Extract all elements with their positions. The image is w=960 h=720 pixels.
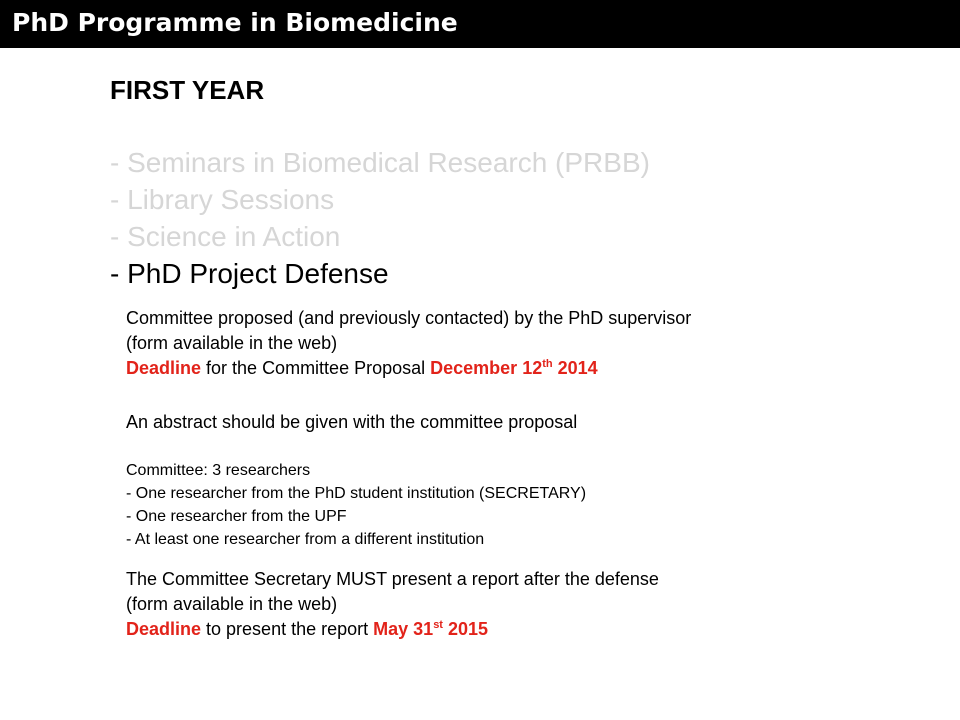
activity-list [110,144,930,292]
deadline-label: Deadline [126,619,202,639]
deadline-description: to present the report [201,619,374,639]
deadline-date [373,619,488,639]
section-heading: FIRST YEAR [110,75,265,105]
activity-science-in-action: - Science in Action [110,221,341,252]
committee-member: - At least one researcher from a different institution [126,531,485,548]
deadline-date-day: December 12 [430,358,543,378]
deadline-date-suffix: th [542,358,553,370]
committee-form-note: (form available in the web) [126,333,338,353]
report-deadline [126,617,926,642]
committee-member: - One researcher from the UPF [126,508,347,525]
deadline-label: Deadline [126,358,202,378]
deadline-description: for the Committee Proposal [201,358,431,378]
activity-library-sessions: - Library Sessions [110,184,335,215]
committee-size: Committee: 3 researchers [126,462,311,479]
title-bar [0,0,960,48]
committee-proposal-text: Committee proposed (and previously contacted) by the PhD supervisor [126,308,692,328]
activity-seminars: - Seminars in Biomedical Research (PRBB) [110,147,650,178]
deadline-date-year: 2015 [442,619,489,639]
deadline-date-suffix: st [433,619,443,631]
report-requirement: The Committee Secretary MUST present a report after the defense [126,569,659,589]
report-form-note: (form available in the web) [126,594,338,614]
abstract-note: An abstract should be given with the committee proposal [126,412,578,432]
committee-member: - One researcher from the PhD student institution (SECRETARY) [126,485,587,502]
committee-deadline [126,356,926,381]
defense-details [126,306,926,642]
page-title: PhD Programme in Biomedicine [12,8,458,37]
deadline-date [430,358,598,378]
deadline-date-day: May 31 [373,619,434,639]
deadline-date-year: 2014 [552,358,598,378]
main-content [110,74,930,308]
activity-phd-project-defense: - PhD Project Defense [110,258,389,289]
